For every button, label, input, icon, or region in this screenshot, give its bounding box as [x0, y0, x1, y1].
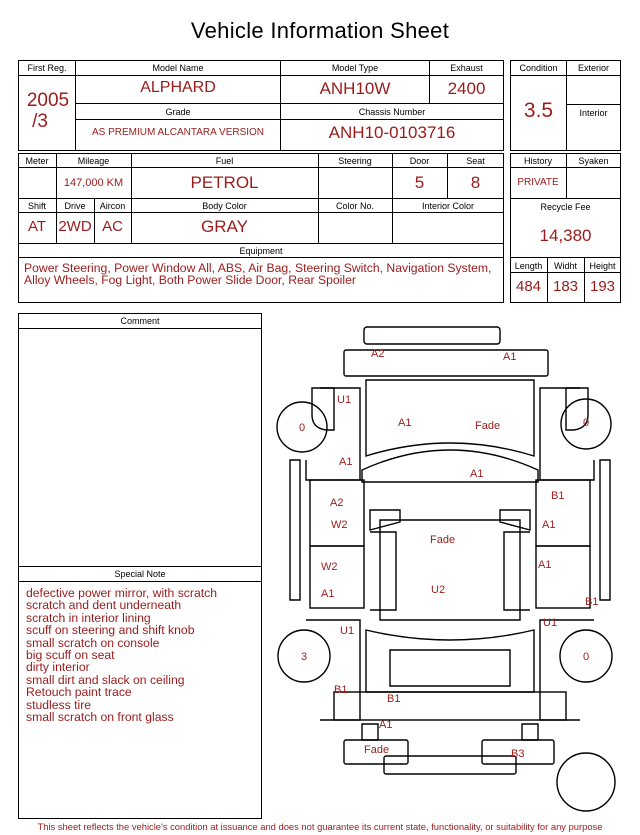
door-label: Door [409, 156, 430, 166]
tire-rear-left: 3 [300, 651, 308, 663]
equipment-line-1: Power Steering, Power Window All, ABS, Air Bag, Steering Switch, Navigation System, [24, 261, 492, 275]
length: 484 [515, 278, 542, 295]
list-item: big scuff on seat [26, 647, 115, 662]
mark-left-front-door-b: W2 [331, 519, 348, 531]
divider [280, 75, 430, 76]
drive-label: Drive [64, 201, 86, 211]
divider [18, 257, 504, 258]
mark-left-rear-quarter: B1 [334, 684, 348, 696]
list-item: Retouch paint trace [26, 685, 132, 700]
list-item: small dirt and slack on ceiling [26, 672, 185, 687]
mark-rear-bumper-fade: Fade [364, 744, 390, 756]
shift-label: Shift [27, 201, 46, 211]
mark-left-rear-door-a: W2 [321, 561, 338, 573]
mark-front-bumper-right: A1 [503, 351, 517, 363]
seat-count: 8 [470, 173, 481, 192]
mark-front-left-fender: U1 [337, 394, 352, 406]
model-name-label: Model Name [152, 63, 204, 73]
history-label: History [523, 156, 552, 166]
door-count: 5 [414, 173, 425, 192]
vehicle-damage-diagram [270, 320, 630, 820]
divider [18, 75, 76, 76]
mileage-label: Mileage [77, 156, 110, 166]
width: 183 [552, 278, 579, 295]
divider [18, 167, 504, 168]
shift: AT [27, 218, 47, 235]
condition-grade: 3.5 [523, 99, 554, 122]
interior-color-label: Interior Color [421, 201, 475, 211]
aircon-label: Aircon [99, 201, 126, 211]
divider [18, 566, 262, 567]
tire-front-right: 0 [582, 417, 590, 429]
chassis-label: Chassis Number [358, 107, 426, 117]
model-type: ANH10W [319, 79, 391, 98]
body-color: GRAY [201, 217, 248, 236]
mark-front-glass: A1 [470, 468, 484, 480]
model-name: ALPHARD [140, 79, 216, 96]
divider [510, 198, 621, 199]
height-label: Height [589, 261, 616, 271]
meter-label: Meter [25, 156, 49, 166]
condition-label: Condition [519, 63, 558, 73]
equipment-line-2: Alloy Wheels, Fog Light, Both Power Slide Door, Rear Spoiler [24, 273, 356, 287]
list-item: studless tire [26, 697, 92, 712]
list-item: small scratch on front glass [26, 709, 174, 724]
mark-right-front-door: B1 [551, 490, 565, 502]
seat-label: Seat [466, 156, 485, 166]
mark-left-rear-door-b: A1 [321, 588, 335, 600]
first-reg-month: /3 [32, 111, 48, 132]
steering-label: Steering [338, 156, 372, 166]
aircon: AC [102, 218, 123, 235]
divider [18, 198, 504, 199]
model-type-label: Model Type [331, 63, 379, 73]
equipment-label: Equipment [239, 246, 283, 256]
divider [510, 272, 621, 273]
divider [510, 75, 621, 76]
mark-roof-lower: U2 [431, 584, 446, 596]
recycle-fee: 14,380 [539, 226, 592, 245]
mark-hood-right: Fade [475, 420, 501, 432]
tire-front-left: 0 [298, 422, 306, 434]
special-note-label: Special Note [114, 569, 166, 579]
fuel-label: Fuel [215, 156, 234, 166]
divider [18, 243, 504, 244]
divider [18, 328, 262, 329]
fuel: PETROL [190, 173, 259, 192]
height: 193 [589, 278, 616, 295]
mileage: 147,000 KM [63, 177, 124, 189]
divider [510, 257, 621, 258]
color-no-label: Color No. [335, 201, 374, 211]
mark-front-bumper-left: A2 [371, 348, 385, 360]
disclaimer: This sheet reflects the vehicle's condition at issuance and does not guarantee its current state, functionality, or suitability for any purpose [37, 821, 603, 832]
history: PRIVATE [517, 177, 559, 188]
divider [18, 212, 504, 213]
mark-right-rear-fender: U1 [543, 617, 558, 629]
mark-left-rear-fender: U1 [340, 625, 355, 637]
syaken-label: Syaken [578, 156, 609, 166]
width-label: Widht [553, 261, 577, 271]
mark-roof: Fade [430, 534, 456, 546]
mark-left-a-pillar: A1 [339, 456, 353, 468]
body-color-label: Body Color [202, 201, 247, 211]
mark-rear-bumper-right: B3 [511, 748, 525, 760]
mark-right-side-panel: B1 [585, 596, 599, 608]
grade-label: Grade [165, 107, 191, 117]
list-item: scuff on steering and shift knob [26, 623, 195, 638]
list-item: scratch in interior lining [26, 610, 151, 625]
comment-label: Comment [120, 316, 160, 326]
divider [18, 581, 262, 582]
mark-left-front-door-a: A2 [330, 497, 344, 509]
mark-back-door: B1 [387, 693, 401, 705]
mark-hood-left: A1 [398, 417, 412, 429]
recycle-fee-label: Recycle Fee [540, 202, 591, 212]
list-item: dirty interior [26, 660, 90, 675]
chassis-number: ANH10-0103716 [328, 123, 456, 142]
exhaust-label: Exhaust [450, 63, 483, 73]
divider [75, 75, 281, 76]
mark-right-front-door-b: A1 [542, 519, 556, 531]
list-item: scratch and dent underneath [26, 598, 182, 613]
sheet-title: Vehicle Information Sheet [190, 18, 450, 43]
tire-rear-right: 0 [582, 651, 590, 663]
exterior-label: Exterior [577, 63, 609, 73]
interior-label: Interior [579, 108, 608, 118]
list-item: defective power mirror, with scratch [26, 586, 218, 600]
list-item: small scratch on console [26, 635, 160, 650]
grade: AS PREMIUM ALCANTARA VERSION [91, 127, 265, 138]
drive: 2WD [58, 218, 92, 235]
special-note-list [26, 587, 217, 723]
length-label: Length [514, 261, 543, 271]
mark-rear-bumper-left: A1 [379, 719, 393, 731]
exhaust: 2400 [447, 79, 486, 98]
first-reg-label: First Reg. [27, 63, 67, 73]
first-reg-year: 2005 [26, 90, 70, 111]
divider [429, 75, 504, 76]
mark-right-rear-door: A1 [538, 559, 552, 571]
divider [566, 104, 621, 105]
